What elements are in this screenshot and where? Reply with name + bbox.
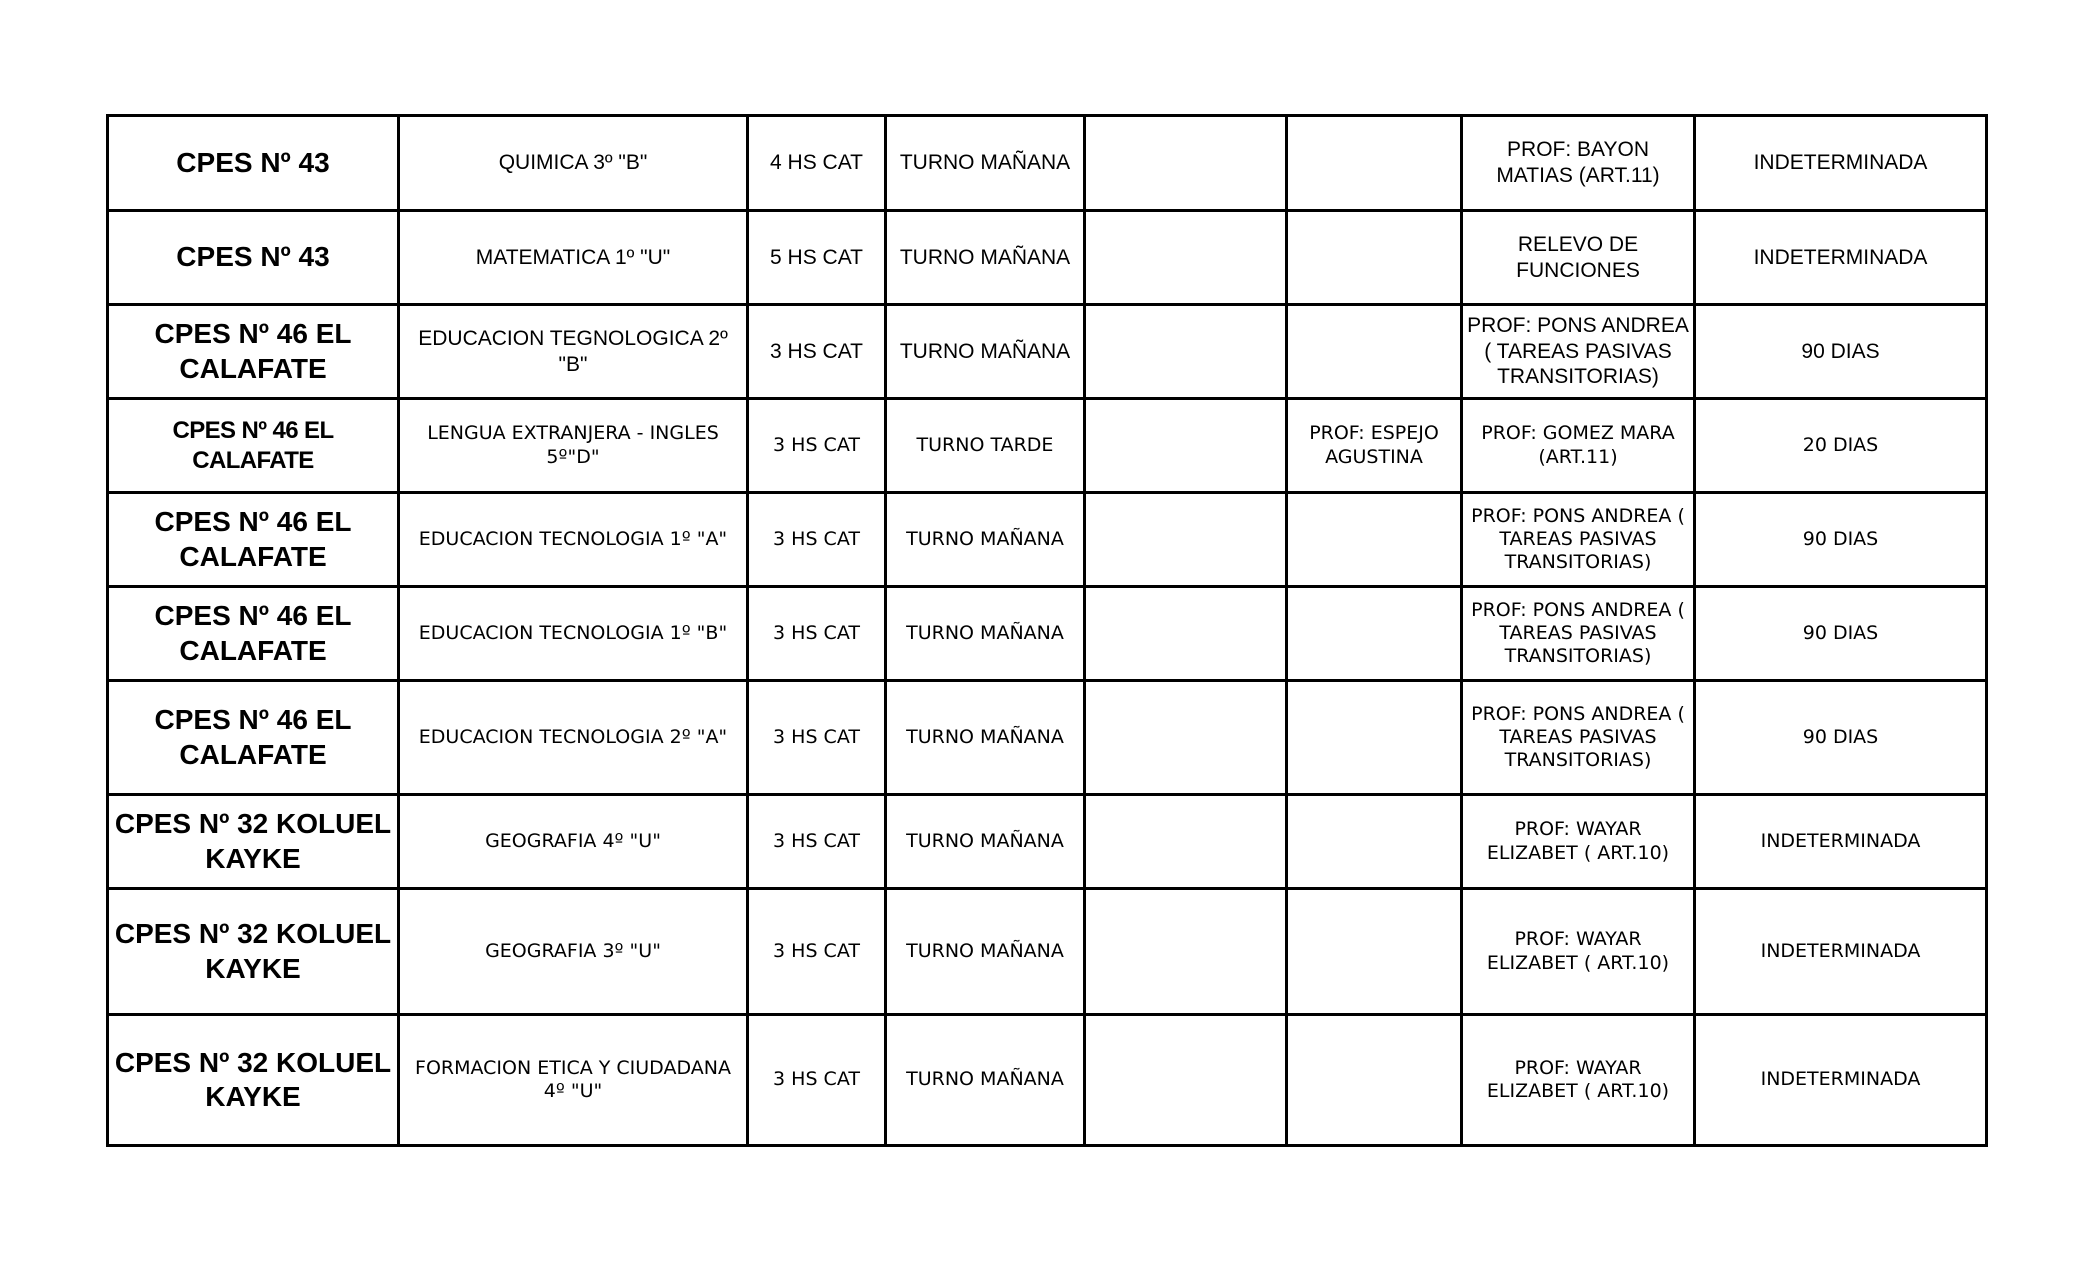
hours-cell: 3 HS CAT [748,587,886,681]
duration-cell: INDETERMINADA [1695,795,1987,889]
subject-cell: EDUCACION TEGNOLOGICA 2º "B" [399,305,748,399]
table-row [108,493,1987,587]
table-row [108,211,1987,305]
table-row [108,587,1987,681]
subject-cell: MATEMATICA 1º "U" [399,211,748,305]
hours-cell: 3 HS CAT [748,795,886,889]
subject-cell: QUIMICA 3º "B" [399,116,748,211]
subject-cell: EDUCACION TECNOLOGIA 1º "A" [399,493,748,587]
hours-cell: 3 HS CAT [748,399,886,493]
duration-cell: 90 DIAS [1695,305,1987,399]
replaces-cell: PROF: PONS ANDREA ( TAREAS PASIVAS TRANSITORIAS) [1462,305,1695,399]
empty-cell [1085,889,1287,1015]
vacancies-table [106,114,1988,1147]
duration-cell: INDETERMINADA [1695,1015,1987,1146]
shift-cell: TURNO MAÑANA [886,116,1085,211]
table-row [108,305,1987,399]
school-cell: CPES Nº 46 EL CALAFATE [108,493,399,587]
hours-cell: 3 HS CAT [748,305,886,399]
empty-cell [1287,493,1462,587]
empty-cell [1085,116,1287,211]
empty-cell [1085,305,1287,399]
replaces-cell: RELEVO DE FUNCIONES [1462,211,1695,305]
empty-cell [1085,795,1287,889]
hours-cell: 4 HS CAT [748,116,886,211]
empty-cell [1085,399,1287,493]
table-row [108,1015,1987,1146]
replaces-cell: PROF: GOMEZ MARA (ART.11) [1462,399,1695,493]
table-row [108,795,1987,889]
empty-cell [1085,1015,1287,1146]
empty-cell [1287,1015,1462,1146]
empty-cell [1287,116,1462,211]
school-cell: CPES Nº 32 KOLUEL KAYKE [108,889,399,1015]
duration-cell: 90 DIAS [1695,493,1987,587]
substitute-cell: PROF: ESPEJO AGUSTINA [1287,399,1462,493]
school-cell: CPES Nº 46 EL CALAFATE [108,681,399,795]
empty-cell [1287,305,1462,399]
replaces-cell: PROF: PONS ANDREA ( TAREAS PASIVAS TRANSITORIAS) [1462,493,1695,587]
subject-cell: FORMACION ETICA Y CIUDADANA 4º "U" [399,1015,748,1146]
duration-cell: INDETERMINADA [1695,116,1987,211]
subject-cell: EDUCACION TECNOLOGIA 2º "A" [399,681,748,795]
hours-cell: 3 HS CAT [748,889,886,1015]
shift-cell: TURNO MAÑANA [886,1015,1085,1146]
replaces-cell: PROF: PONS ANDREA ( TAREAS PASIVAS TRANSITORIAS) [1462,587,1695,681]
shift-cell: TURNO MAÑANA [886,681,1085,795]
empty-cell [1287,587,1462,681]
replaces-cell: PROF: WAYAR ELIZABET ( ART.10) [1462,795,1695,889]
table-row [108,681,1987,795]
duration-cell: INDETERMINADA [1695,889,1987,1015]
hours-cell: 3 HS CAT [748,1015,886,1146]
duration-cell: 20 DIAS [1695,399,1987,493]
subject-cell: GEOGRAFIA 4º "U" [399,795,748,889]
shift-cell: TURNO MAÑANA [886,795,1085,889]
empty-cell [1085,587,1287,681]
empty-cell [1287,795,1462,889]
empty-cell [1287,889,1462,1015]
school-cell: CPES Nº 32 KOLUEL KAYKE [108,1015,399,1146]
replaces-cell: PROF: BAYON MATIAS (ART.11) [1462,116,1695,211]
empty-cell [1085,681,1287,795]
empty-cell [1287,211,1462,305]
table-row [108,399,1987,493]
shift-cell: TURNO MAÑANA [886,493,1085,587]
school-cell: CPES Nº 46 EL CALAFATE [108,587,399,681]
subject-cell: GEOGRAFIA 3º "U" [399,889,748,1015]
duration-cell: 90 DIAS [1695,681,1987,795]
school-cell: CPES Nº 43 [108,211,399,305]
empty-cell [1287,681,1462,795]
hours-cell: 3 HS CAT [748,493,886,587]
empty-cell [1085,493,1287,587]
empty-cell [1085,211,1287,305]
duration-cell: INDETERMINADA [1695,211,1987,305]
replaces-cell: PROF: PONS ANDREA ( TAREAS PASIVAS TRANSITORIAS) [1462,681,1695,795]
replaces-cell: PROF: WAYAR ELIZABET ( ART.10) [1462,1015,1695,1146]
table-row [108,889,1987,1015]
table-row [108,116,1987,211]
hours-cell: 5 HS CAT [748,211,886,305]
school-cell: CPES Nº 46 EL CALAFATE [108,305,399,399]
shift-cell: TURNO MAÑANA [886,211,1085,305]
shift-cell: TURNO MAÑANA [886,305,1085,399]
duration-cell: 90 DIAS [1695,587,1987,681]
school-cell: CPES Nº 46 EL CALAFATE [108,399,399,493]
shift-cell: TURNO TARDE [886,399,1085,493]
school-cell: CPES Nº 43 [108,116,399,211]
shift-cell: TURNO MAÑANA [886,889,1085,1015]
subject-cell: LENGUA EXTRANJERA - INGLES 5º"D" [399,399,748,493]
replaces-cell: PROF: WAYAR ELIZABET ( ART.10) [1462,889,1695,1015]
subject-cell: EDUCACION TECNOLOGIA 1º "B" [399,587,748,681]
school-cell: CPES Nº 32 KOLUEL KAYKE [108,795,399,889]
shift-cell: TURNO MAÑANA [886,587,1085,681]
hours-cell: 3 HS CAT [748,681,886,795]
